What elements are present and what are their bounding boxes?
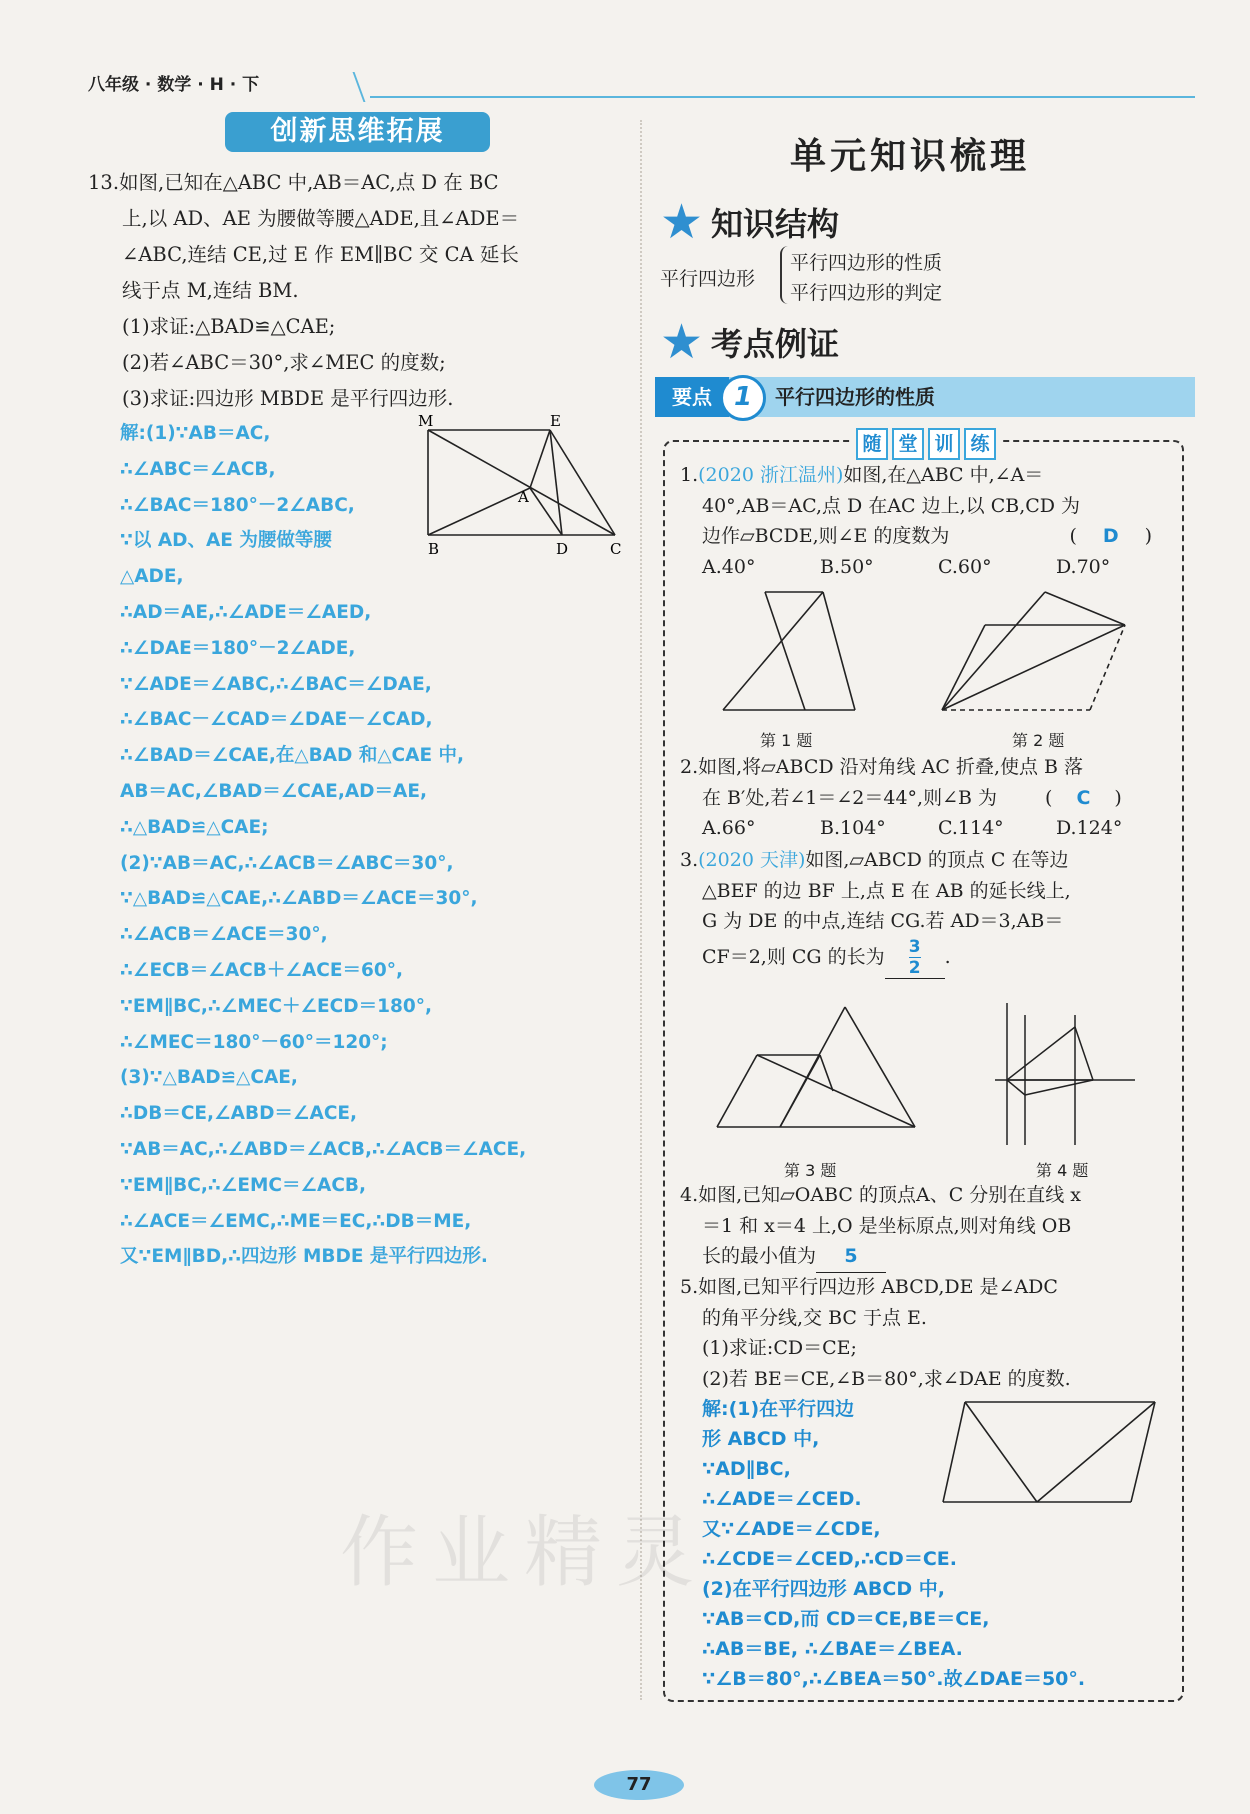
solution-line: ∵△BAD≌△CAE,∴∠ABD＝∠ACE＝30°, (120, 888, 478, 910)
figure-q3 (705, 995, 935, 1155)
solution-line: ∴∠ABC＝∠ACB, (120, 458, 276, 480)
q-answer: D (1102, 525, 1119, 547)
problem-13 (88, 165, 633, 417)
question-2: 2.如图,将▱ABCD 沿对角线 AC 折叠,使点 B 落 在 B′处,若∠1＝∠2＝44°,则∠B 为 ( C ) A.66° B.104° C.114° D.124° (680, 752, 1174, 844)
practice-char: 训 (928, 428, 960, 460)
fraction-numerator: 3 (908, 936, 921, 957)
solution-line: ∴AB＝BE, ∴∠BAE＝∠BEA. (702, 1638, 963, 1660)
left-banner: 创新思维拓展 (225, 112, 490, 152)
keypoint-number: 1 (720, 375, 766, 421)
q-option: C.114° (938, 817, 1004, 839)
figure-problem-13 (410, 410, 635, 560)
solution-line: ∴AD＝AE,∴∠ADE＝∠AED, (120, 601, 372, 623)
q-text: (1)求证:CD＝CE; (702, 1337, 857, 1359)
q-answer: C (1076, 786, 1091, 809)
q-option: D.124° (1056, 817, 1123, 839)
header-rule (370, 96, 1195, 98)
q-text: 40°,AB＝AC,点 D 在AC 边上,以 CB,CD 为 (702, 494, 1081, 517)
q-answer-fraction (885, 937, 945, 979)
q-source: (2020 浙江温州) (698, 464, 844, 486)
q-text: G 为 DE 的中点,连结 CG.若 AD＝3,AB＝ (702, 910, 1064, 932)
figure-caption: 第 2 题 (1012, 731, 1065, 750)
section-knowledge-structure (660, 194, 840, 250)
solution-line: ∵∠B＝80°,∴∠BEA＝50°.故∠DAE＝50°. (702, 1668, 1086, 1690)
fig-label: C (610, 540, 622, 558)
fig-label: D (556, 540, 569, 558)
figure-caption: 第 3 题 (784, 1161, 837, 1180)
fig-label: A (518, 488, 529, 506)
structure-item: 平行四边形的判定 (790, 282, 943, 304)
q-option: C.60° (938, 555, 992, 578)
solution-line: 又∵EM∥BD,∴四边形 MBDE 是平行四边形. (120, 1246, 488, 1268)
q-text: 在 B′处,若∠1＝∠2＝44°,则∠B 为 (702, 786, 998, 809)
solution-line: ∴∠ACE＝∠EMC,∴ME＝EC,∴DB＝ME, (120, 1210, 472, 1232)
header-label: 八年级 · 数学 · H · 下 (88, 75, 260, 95)
solution-line: (2)在平行四边形 ABCD 中, (702, 1578, 945, 1600)
solution-line: ∴∠DAE＝180°－2∠ADE, (120, 637, 356, 659)
solution-line: 解:(1)∵AB＝AC, (120, 423, 271, 444)
problem-line: (2)若∠ABC＝30°,求∠MEC 的度数; (122, 351, 446, 374)
fraction-denominator: 2 (908, 957, 921, 978)
watermark: 作业精灵 (340, 1508, 709, 1598)
figure-q5 (935, 1390, 1170, 1520)
fig-label: M (418, 412, 434, 430)
figure-caption: 第 1 题 (760, 731, 813, 750)
section-exam-points (660, 314, 840, 370)
q-option: A.40° (702, 555, 756, 578)
practice-char: 随 (856, 428, 888, 460)
q-text: (2)若 BE＝CE,∠B＝80°,求∠DAE 的度数. (702, 1367, 1071, 1390)
q-option: B.50° (820, 555, 874, 578)
solution-line: ∵∠ADE＝∠ABC,∴∠BAC＝∠DAE, (120, 673, 432, 695)
q-text: 如图,▱ABCD 的顶点 C 在等边 (805, 849, 1069, 871)
solution-line: ∴∠ECB＝∠ACB＋∠ACE＝60°, (120, 959, 403, 981)
q-text: 4.如图,已知▱OABC 的顶点A、C 分别在直线 x (680, 1184, 1082, 1206)
star-icon: ★ (660, 194, 704, 250)
q-option: B.104° (820, 817, 886, 839)
q-text: ＝1 和 x＝4 上,O 是坐标原点,则对角线 OB (702, 1214, 1072, 1237)
q-text: CF＝2,则 CG 的长为 (702, 946, 885, 969)
q-text: 5.如图,已知平行四边形 ABCD,DE 是∠ADC (680, 1276, 1058, 1298)
fig-label: E (550, 412, 561, 430)
q-text: △BEF 的边 BF 上,点 E 在 AB 的延长线上, (702, 879, 1071, 902)
unit-title: 单元知识梳理 (790, 136, 1031, 177)
structure-root: 平行四边形 (660, 268, 756, 290)
solution-line: ∴DB＝CE,∠ABD＝∠ACE, (120, 1103, 358, 1125)
question-4 (680, 1180, 1081, 1273)
solution-line: ∵AD∥BC, (702, 1458, 791, 1480)
solution-line: (2)∵AB＝AC,∴∠ACB＝∠ABC＝30°, (120, 852, 454, 874)
solution-line: (3)∵△BAD≌△CAE, (120, 1067, 298, 1089)
problem-line: 线于点 M,连结 BM. (122, 279, 299, 302)
fig-label: B (428, 540, 440, 558)
solution-line: ∴∠ADE＝∠CED. (702, 1488, 862, 1510)
section-title: 考点例证 (711, 325, 840, 363)
solution-line: ∴∠BAC－∠CAD＝∠DAE－∠CAD, (120, 709, 433, 731)
solution-line: △ADE, (120, 566, 184, 588)
solution-line: ∴∠MEC＝180°－60°＝120°; (120, 1031, 388, 1053)
problem-line: (3)求证:四边形 MBDE 是平行四边形. (122, 387, 454, 410)
figure-q2 (930, 580, 1150, 720)
structure-item: 平行四边形的性质 (790, 252, 943, 274)
figure-caption: 第 4 题 (1036, 1161, 1089, 1180)
page-number: 77 (594, 1770, 684, 1800)
q-option: A.66° (702, 817, 756, 839)
solution-line: ∵EM∥BC,∴∠MEC＋∠ECD＝180°, (120, 995, 433, 1017)
section-title: 知识结构 (711, 205, 840, 243)
q-text: 长的最小值为 (702, 1245, 817, 1267)
q-text: 边作▱BCDE,则∠E 的度数为 (702, 525, 950, 547)
solution-line: ∵AB＝AC,∴∠ABD＝∠ACB,∴∠ACB＝∠ACE, (120, 1138, 527, 1160)
solution-line: 解:(1)在平行四边 (702, 1398, 855, 1420)
solution-line: AB＝AC,∠BAD＝∠CAE,AD＝AE, (120, 780, 428, 802)
q-option: D.70° (1056, 555, 1111, 578)
q-source: (2020 天津) (698, 849, 806, 871)
figure-q4 (985, 995, 1145, 1155)
q-answer: 5 (816, 1241, 886, 1273)
solution-line: 形 ABCD 中, (702, 1428, 820, 1450)
practice-label (850, 428, 1002, 460)
q-text: 2.如图,将▱ABCD 沿对角线 AC 折叠,使点 B 落 (680, 756, 1084, 778)
solution-line: ∴△BAD≌△CAE; (120, 816, 269, 838)
question-5 (680, 1272, 1071, 1394)
problem-line: 13.如图,已知在△ABC 中,AB＝AC,点 D 在 BC (88, 171, 499, 194)
column-divider (640, 120, 642, 1700)
keypoint-title: 平行四边形的性质 (775, 385, 935, 409)
solution-line: ∴∠ACB＝∠ACE＝30°, (120, 924, 328, 946)
solution-line: ∵EM∥BC,∴∠EMC＝∠ACB, (120, 1174, 367, 1196)
solution-line: 又∵∠ADE＝∠CDE, (702, 1518, 881, 1540)
figure-q1 (705, 580, 885, 720)
question-3: 3.(2020 天津)如图,▱ABCD 的顶点 C 在等边 △BEF 的边 BF 上,点 E 在 AB 的延长线上, G 为 DE 的中点,连结 CG.若 AD＝3,AB＝ CF＝2,则 CG 的长为 $\frac{3}{2}$ . (680, 849, 1071, 978)
q-text: 如图,在△ABC 中,∠A＝ (843, 464, 1044, 486)
solution-line: ∴∠BAC＝180°－2∠ABC, (120, 494, 355, 516)
q-num: 3. (680, 849, 699, 871)
practice-char: 练 (964, 428, 996, 460)
keypoint-badge: 要点 (655, 377, 729, 417)
solution-line: ∴∠BAD＝∠CAE,在△BAD 和△CAE 中, (120, 745, 465, 767)
problem-line: (1)求证:△BAD≌△CAE; (122, 315, 336, 338)
practice-char: 堂 (892, 428, 924, 460)
q-num: 1. (680, 464, 699, 486)
q-text: 的角平分线,交 BC 于点 E. (702, 1306, 927, 1329)
problem-line: ∠ABC,连结 CE,过 E 作 EM∥BC 交 CA 延长 (122, 243, 519, 266)
question-1: 1.(2020 浙江温州)如图,在△ABC 中,∠A＝ 40°,AB＝AC,点 D 在AC 边上,以 CB,CD 为 边作▱BCDE,则∠E 的度数为 ( D ) A.40° B.50° C.60° D.70° (680, 460, 1174, 582)
solution-line: ∵AB＝CD,而 CD＝CE,BE＝CE, (702, 1608, 990, 1630)
problem-line: 上,以 AD、AE 为腰做等腰△ADE,且∠ADE＝ (122, 207, 520, 230)
solution-line: ∴∠CDE＝∠CED,∴CD＝CE. (702, 1548, 957, 1570)
solution-line: ∵以 AD、AE 为腰做等腰 (120, 530, 332, 552)
star-icon: ★ (660, 314, 704, 370)
